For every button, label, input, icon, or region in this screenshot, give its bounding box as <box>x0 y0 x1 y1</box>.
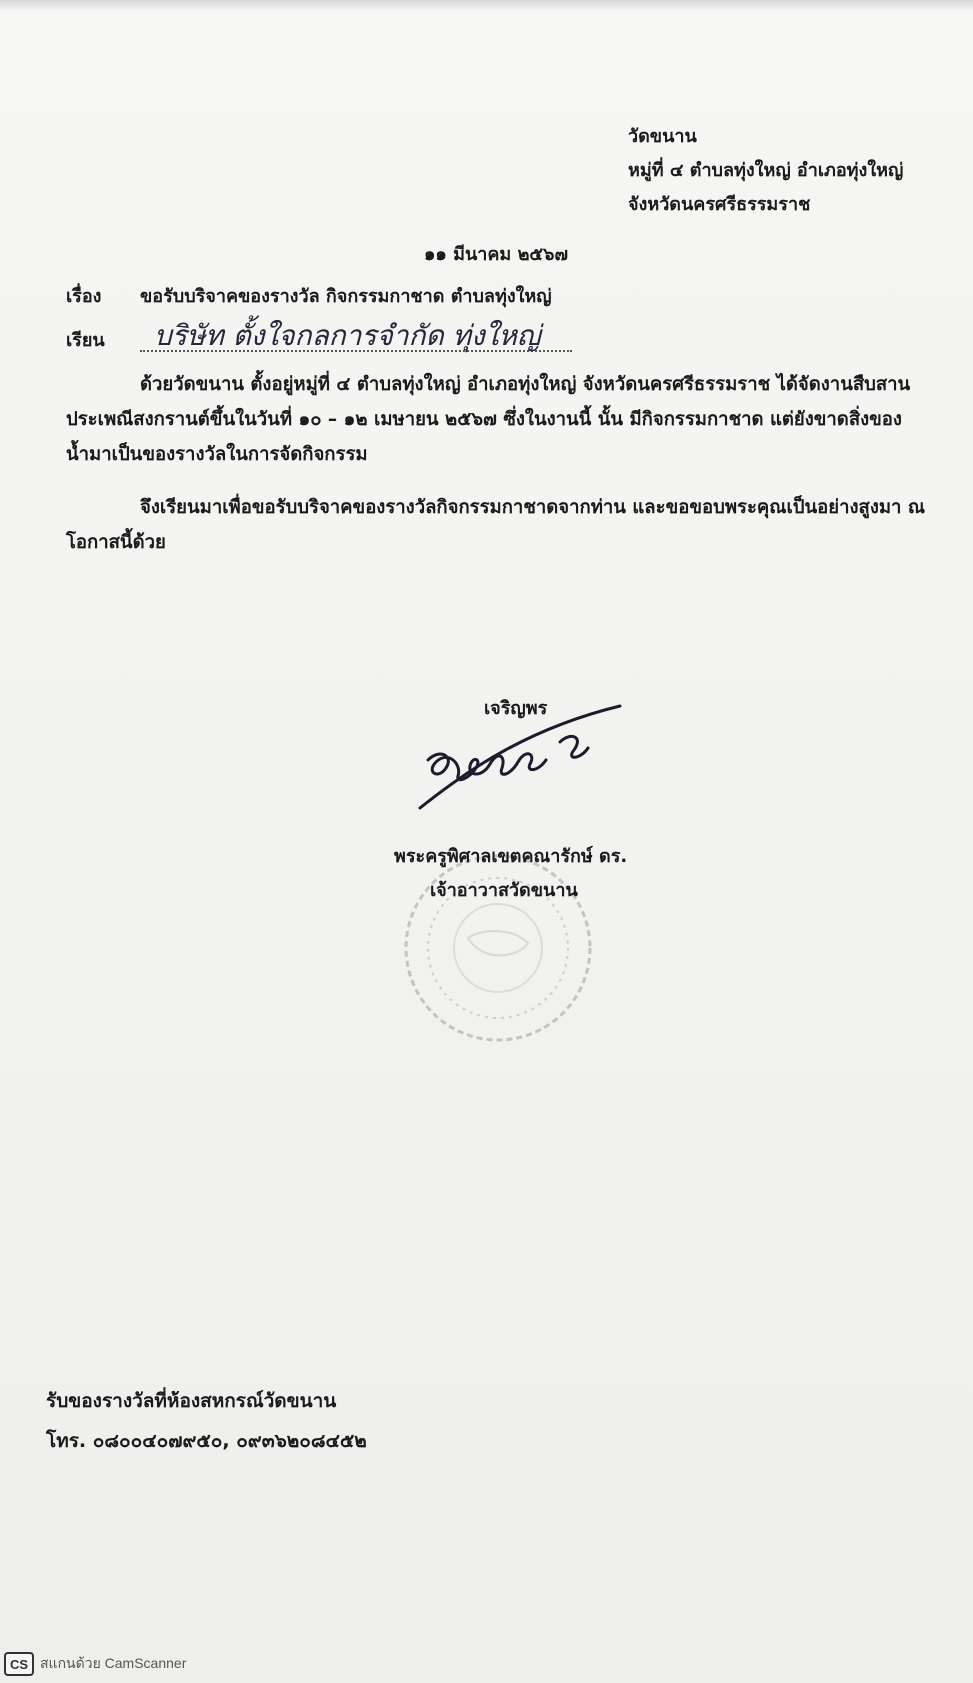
signature-mark <box>410 698 630 818</box>
page-top-edge <box>0 0 973 10</box>
body-p1-line1: ด้วยวัดขนาน ตั้งอยู่หมู่ที่ ๔ ตำบลทุ่งใหญ่ อำเภอทุ่งใหญ่ จังหวัดนครศรีธรรมราช ได้จัดงานสืบสาน <box>140 374 911 395</box>
body-p1-line3: น้ำมาเป็นของรางวัลในการจัดกิจกรรม <box>66 444 368 465</box>
closing-greeting: เจริญพร <box>484 698 548 719</box>
body-p2-line1: จึงเรียนมาเพื่อขอรับบริจาคของรางวัลกิจกรรมกาชาดจากท่าน และขอขอบพระคุณเป็นอย่างสูงมา ณ <box>140 497 926 518</box>
camscanner-label: สแกนด้วย CamScanner <box>40 1655 187 1671</box>
signer-position: เจ้าอาวาสวัดขนาน <box>430 880 578 901</box>
subject-text: ขอรับบริจาคของรางวัล กิจกรรมกาชาด ตำบลทุ่งใหญ่ <box>140 286 552 307</box>
temple-seal <box>368 848 628 1048</box>
camscanner-logo-icon: CS <box>4 1652 34 1676</box>
signer-name: พระครูพิศาลเขตคณารักษ์ ดร. <box>394 846 628 867</box>
sender-line-2: หมู่ที่ ๔ ตำบลทุ่งใหญ่ อำเภอทุ่งใหญ่ <box>628 160 904 181</box>
camscanner-watermark <box>4 1652 186 1676</box>
body-p1-line2: ประเพณีสงกรานต์ขึ้นในวันที่ ๑๐ – ๑๒ เมษายน ๒๕๖๗ ซึ่งในงานนี้ นั้น มีกิจกรรมกาชาด แต่ยังขาดสิ่งของ <box>66 409 902 430</box>
sender-line-3: จังหวัดนครศรีธรรมราช <box>628 194 811 215</box>
letter-date: ๑๑ มีนาคม ๒๕๖๗ <box>424 244 569 265</box>
contact-phone: โทร. ๐๘๐๐๔๐๗๙๕๐, ๐๙๓๖๒๐๘๔๕๒ <box>46 1430 367 1452</box>
body-p2-line2: โอกาสนี้ด้วย <box>66 532 166 553</box>
recipient-label: เรียน <box>66 330 105 351</box>
pickup-note: รับของรางวัลที่ห้องสหกรณ์วัดขนาน <box>46 1390 337 1412</box>
subject-label: เรื่อง <box>66 286 102 307</box>
sender-line-1: วัดขนาน <box>628 126 697 147</box>
recipient-handwritten: บริษัท ตั้งใจกลการจำกัด ทุ่งใหญ่ <box>154 319 541 352</box>
